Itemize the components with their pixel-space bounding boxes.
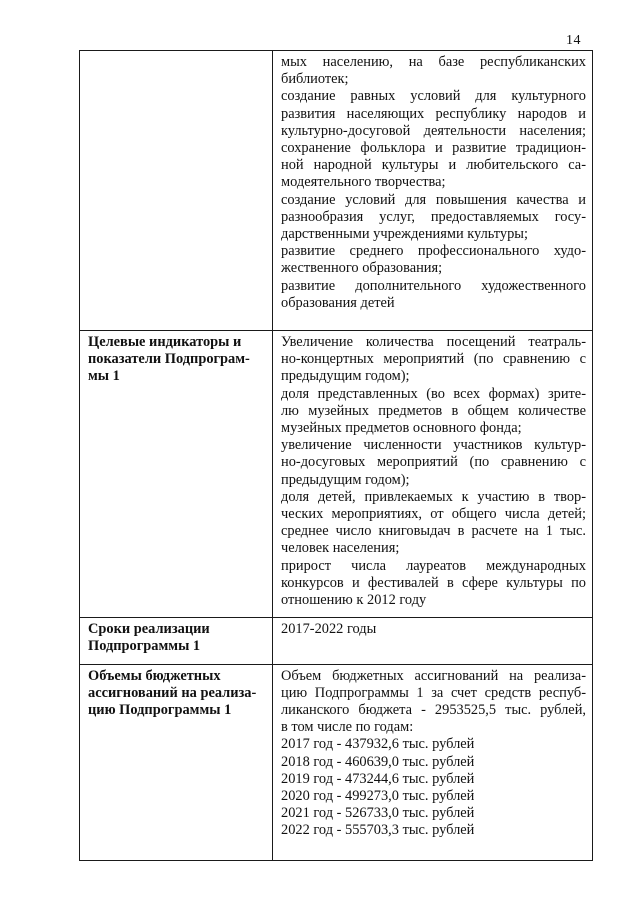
text-line: 2017-2022 годы xyxy=(281,621,377,638)
text-line: библиотек; xyxy=(281,71,349,88)
text-line: дарственными учреждениями культуры; xyxy=(281,226,528,243)
text-line: среднее число книговыдач в расчете на 1 тыс. xyxy=(281,523,586,540)
label-line: Целевые индикаторы и xyxy=(88,334,242,350)
text-line: увеличение численности участников культур- xyxy=(281,437,586,454)
text-line: Увеличение количества посещений театраль- xyxy=(281,334,586,350)
goals-content xyxy=(273,51,593,331)
text-line: Объем бюджетных ассигнований на реализа- xyxy=(281,667,586,684)
terms-label xyxy=(80,618,273,664)
text-line: ческих мероприятиях, от общего числа детей; xyxy=(281,506,586,523)
text-line: сохранение фольклора и развитие традицион- xyxy=(281,140,586,157)
text-line: лю музейных предметов в общем количестве xyxy=(281,402,586,419)
text-line: доля детей, привлекаемых к участию в твор- xyxy=(281,488,586,505)
table-row xyxy=(80,618,593,664)
text-line: ной народной культуры и любительского са- xyxy=(281,157,586,174)
text-line: но-концертных мероприятий (по сравнению с xyxy=(281,351,586,368)
table-row xyxy=(80,664,593,860)
text-line: доля представленных (во всех формах) зрите- xyxy=(281,385,586,402)
text-line: конкурсов и фестивалей в сфере культуры по xyxy=(281,574,586,591)
page-number: 14 xyxy=(566,33,581,48)
text-line: образования детей xyxy=(281,294,395,311)
text-line: человек населения; xyxy=(281,540,400,557)
label-line: цию Подпрограммы 1 xyxy=(88,702,232,719)
text-line: развитие дополнительного художественного xyxy=(281,277,586,294)
budget-year-line: 2020 год - 499273,0 тыс. рублей xyxy=(281,788,475,805)
label-line: Сроки реализации xyxy=(88,621,210,638)
text-line: ликанского бюджета - 2953525,5 тыс. рублей, xyxy=(281,702,586,719)
text-line: создание равных условий для культурного xyxy=(281,88,586,105)
text-line: предыдущим годом); xyxy=(281,368,410,385)
row-label-empty xyxy=(80,51,273,331)
text-line: цию Подпрограммы 1 за счет средств респуб- xyxy=(281,684,586,701)
text-line: музейных предметов основного фонда; xyxy=(281,420,522,437)
label-line: Объемы бюджетных xyxy=(88,667,221,684)
indicators-content xyxy=(273,331,593,618)
terms-content xyxy=(273,618,593,664)
text-line: жественного образования; xyxy=(281,260,443,277)
text-line: мых населению, на базе республиканских xyxy=(281,54,586,70)
label-line: показатели Подпрограм- xyxy=(88,351,250,368)
text-line: модеятельного творчества; xyxy=(281,174,446,191)
text-line: прирост числа лауреатов международных xyxy=(281,557,586,574)
budget-content xyxy=(273,664,593,860)
budget-year-line: 2017 год - 437932,6 тыс. рублей xyxy=(281,736,475,753)
label-line: Подпрограммы 1 xyxy=(88,638,201,655)
text-line: но-досуговых мероприятий (по сравнению с xyxy=(281,454,586,471)
text-line: отношению к 2012 году xyxy=(281,592,427,609)
budget-year-line: 2018 год - 460639,0 тыс. рублей xyxy=(281,753,475,770)
table-row xyxy=(80,51,593,331)
text-line: развитие среднего профессионального худо- xyxy=(281,243,586,260)
indicators-label xyxy=(80,331,273,618)
budget-year-line: 2021 год - 526733,0 тыс. рублей xyxy=(281,805,475,822)
budget-label xyxy=(80,664,273,860)
subprogram-passport-table xyxy=(79,50,593,861)
text-line: в том числе по годам: xyxy=(281,719,414,736)
text-line: создание условий для повышения качества и xyxy=(281,191,586,208)
budget-year-line: 2019 год - 473244,6 тыс. рублей xyxy=(281,770,475,787)
text-line: культурно-досуговой деятельности населения; xyxy=(281,122,586,139)
label-line: ассигнований на реализа- xyxy=(88,684,257,701)
text-line: развития населяющих республику народов и xyxy=(281,105,586,122)
text-line: предыдущим годом); xyxy=(281,471,410,488)
label-line: мы 1 xyxy=(88,368,120,385)
text-line: разнообразия услуг, предоставляемых госу- xyxy=(281,208,586,225)
budget-year-line: 2022 год - 555703,3 тыс. рублей xyxy=(281,822,475,839)
table-row xyxy=(80,331,593,618)
